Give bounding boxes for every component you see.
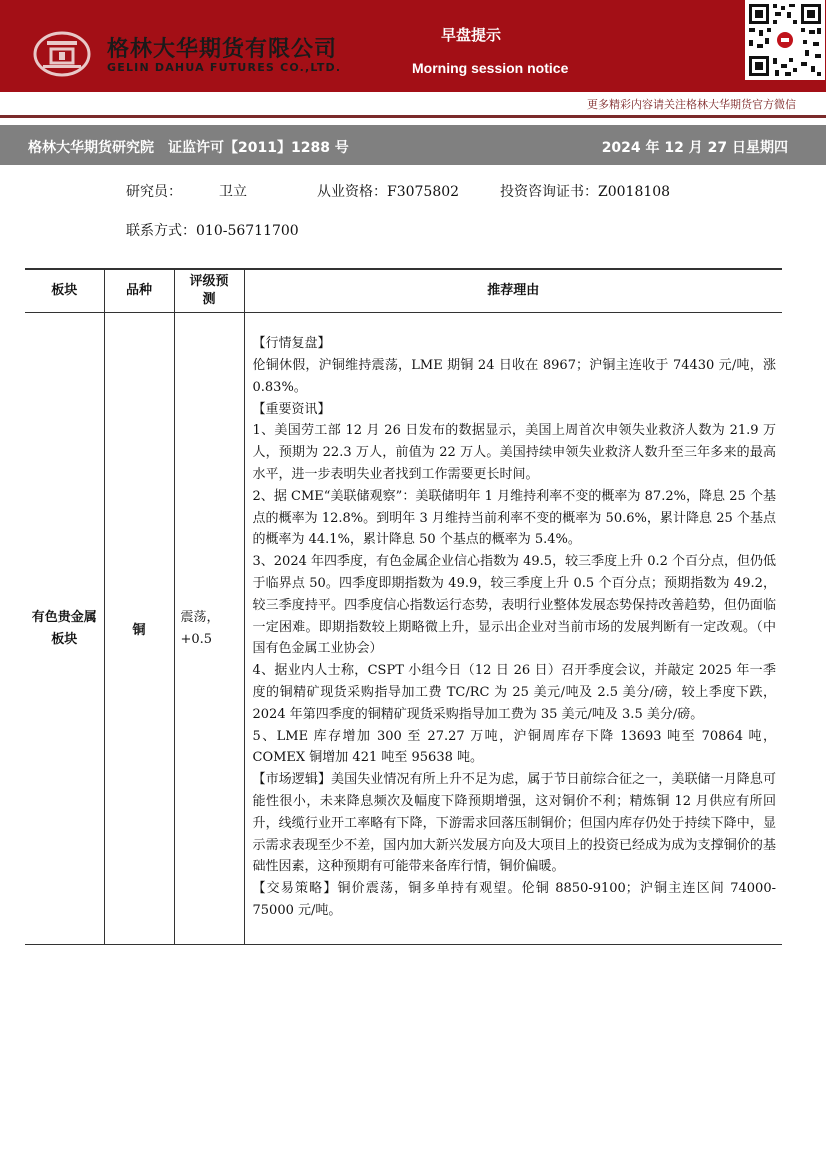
- qualification-number: 从业资格：F3075802: [317, 184, 460, 200]
- company-name-en: GELIN DAHUA FUTURES CO.,LTD.: [107, 61, 342, 74]
- reason-cell: [244, 313, 782, 945]
- table-header-row: [25, 269, 782, 313]
- news-item: 5、LME 库存增加 300 至 27.27 万吨，沪铜周库存下降 13693 吨至 70864 吨，COMEX 铜增加 421 吨至 95638 吨。: [252, 728, 776, 766]
- company-name-cn: 格林大华期货有限公司: [107, 37, 338, 62]
- column-header-sector: 板块: [25, 269, 104, 313]
- variety-cell: 铜: [104, 313, 174, 945]
- column-header-rating: 评级预测: [174, 269, 244, 313]
- company-logo-icon: [33, 31, 91, 77]
- researcher-label: 研究员：: [126, 184, 182, 200]
- wechat-follow-note: 更多精彩内容请关注格林大华期货官方微信: [587, 98, 796, 111]
- news-item: 2、据 CME“美联储观察”：美联储明年 1 月维持利率不变的概率为 87.2%，降息 25 个基点的概率为 12.8%。到明年 3 月维持当前利率不变的概率为 50.6%，累计降息 25 个基点的概率为 44.1%，累计降息 50 个基点的概率为 5.4%。: [252, 488, 776, 548]
- rating-cell: 震荡，+0.5: [174, 313, 244, 945]
- section-heading-market-review: 【行情复盘】: [252, 336, 331, 352]
- section-heading-news: 【重要资讯】: [252, 401, 331, 417]
- news-item: 3、2024 年四季度，有色金属企业信心指数为 49.5，较三季度上升 0.2 个百分点，但仍低于临界点 50。四季度即期指数为 49.9，较三季度上升 0.5 个百分点；预期指数为 49.2，较三季度持平。四季度信心指数运行态势，表明行业整体发展态势保持改善趋势，但仍面临一定困难。即期指数较上期略微上升，显示出企业对当前市场的发展判断有一定改观。（中国有色金属工业协会）: [252, 554, 777, 657]
- sector-cell: 有色贵金属板块: [25, 313, 104, 945]
- trading-strategy-text: 【交易策略】铜价震荡，铜多单持有观望。伦铜 8850-9100；沪铜主连区间 74000-75000 元/吨。: [252, 881, 776, 918]
- advisory-certificate: 投资咨询证书：Z0018108: [500, 184, 671, 200]
- contact-info: 联系方式：010-56711700: [126, 223, 299, 239]
- institute-license: 格林大华期货研究院 证监许可【2011】1288 号: [28, 140, 349, 156]
- market-review-text: 伦铜休假，沪铜维持震荡，LME 期铜 24 日收在 8967；沪铜主连收于 74430 元/吨，涨 0.83%。: [252, 358, 776, 395]
- news-item: 1、美国劳工部 12 月 26 日发布的数据显示，美国上周首次申领失业救济人数为 21.9 万人，预期为 22.3 万人，前值为 22 万人。美国持续申领失业救济人数升至三年多来的最高水平，进一步表明失业者找到工作需要更长时间。: [252, 423, 776, 483]
- report-date: 2024 年 12 月 27 日星期四: [601, 140, 788, 156]
- doc-title-cn: 早盘提示: [441, 26, 502, 44]
- doc-title-en: Morning session notice: [412, 60, 569, 76]
- column-header-reason: 推荐理由: [244, 269, 782, 313]
- researcher-name: 卫立: [219, 184, 247, 200]
- header-divider: [0, 115, 826, 118]
- news-item: 4、据业内人士称，CSPT 小组今日（12 日 26 日）召开季度会议，并敲定 2025 年一季度的铜精矿现货采购指导加工费 TC/RC 为 25 美元/吨及 2.5 美分/磅，较上季度下跌，2024 年第四季度的铜精矿现货采购指导加工费为 35 美元/吨及 3.5 美分/磅。: [252, 663, 776, 722]
- column-header-variety: 品种: [104, 269, 174, 313]
- wechat-qr-code-icon: [745, 0, 825, 80]
- recommendation-table: [25, 268, 782, 945]
- market-logic-text: 【市场逻辑】美国失业情况有所上升不足为虑，属于节日前综合征之一，美联储一月降息可能性很小，未来降息频次及幅度下降预期增强，这对铜价不利；精炼铜 12 月供应有所回升，线缆行业开工率略有下降，下游需求回落压制铜价；但国内库存仍处于持续下降中，显示需求表现至少不差，国内加大新兴发展方向及大项目上的投资已经成为成为支撑铜价的基础性因素，这种预期有可能带来备库行情，铜价偏暖。: [252, 772, 776, 875]
- table-row: [25, 313, 782, 945]
